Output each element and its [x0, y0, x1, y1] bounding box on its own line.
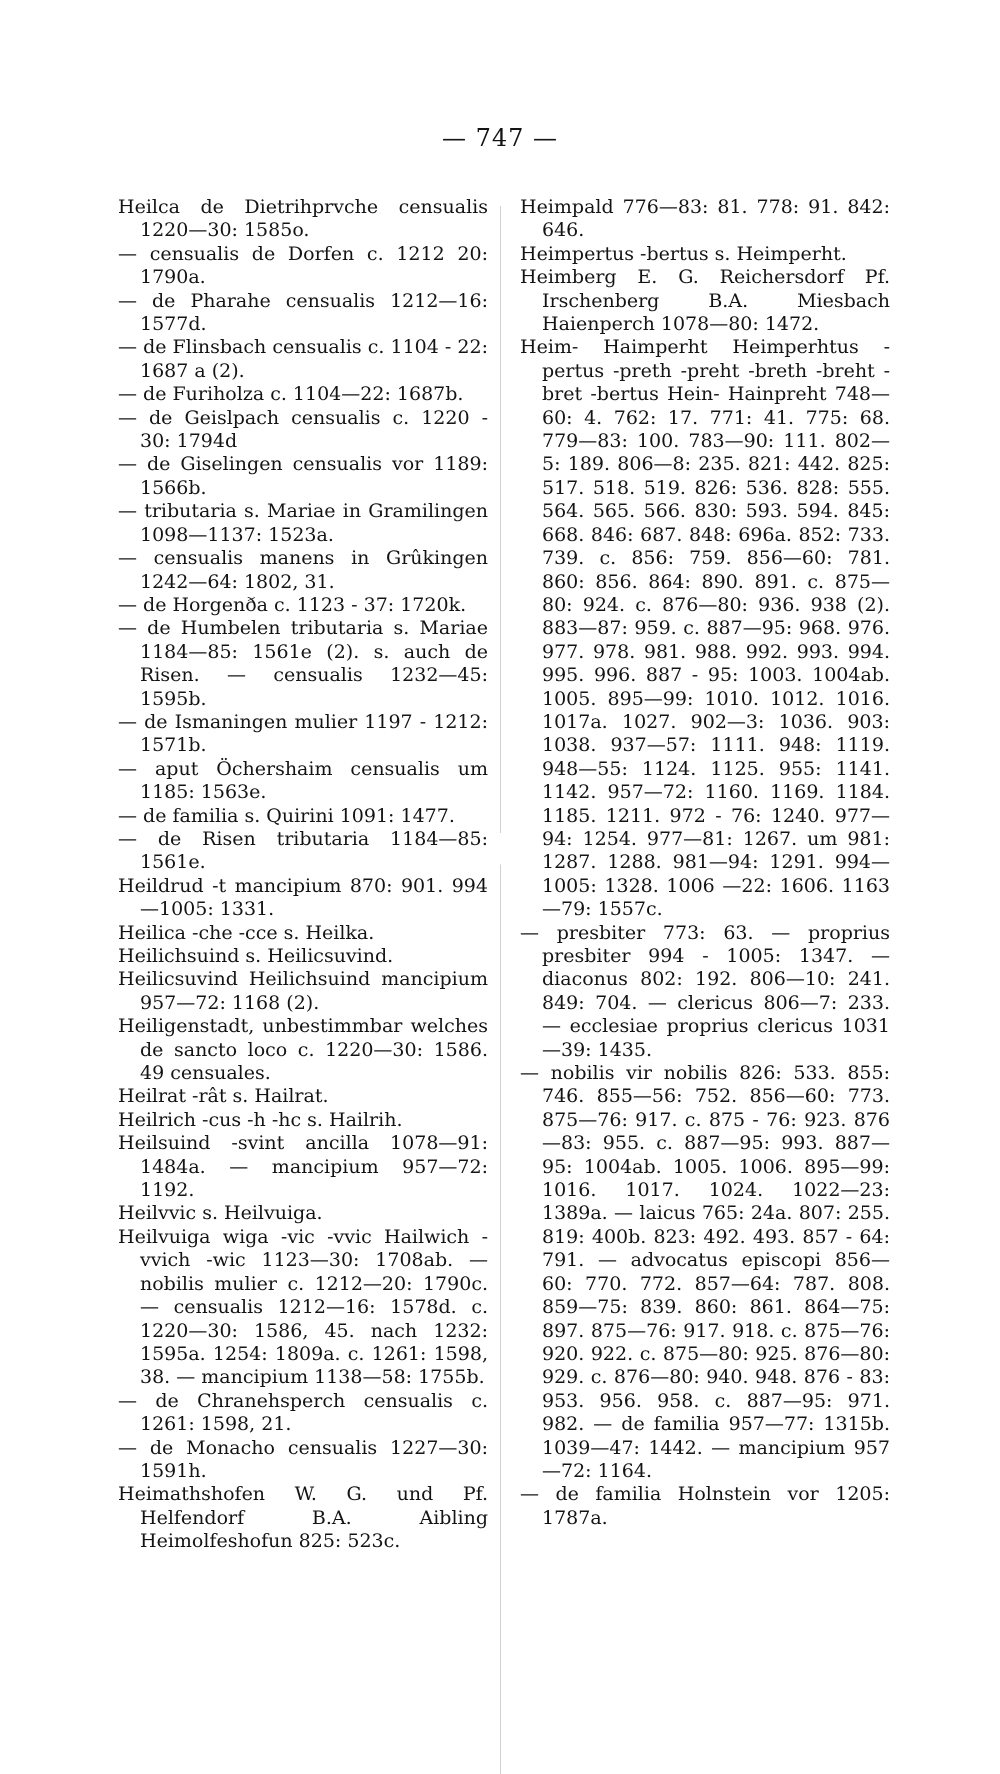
entry: — de Pharahe censualis 1212—16: 1577d.: [118, 289, 488, 336]
entry: Heiligenstadt, unbestimmbar welches de sancto loco c. 1220—30: 1586. 49 censuales.: [118, 1015, 488, 1085]
entry: — censualis de Dorfen c. 1212 20: 1790a.: [118, 242, 488, 289]
entry: — de Ismaningen mulier 1197 - 1212: 1571b.: [118, 710, 488, 757]
entry: Heimathshofen W. G. und Pf. Helfendorf B.A. Aibling Heimolfeshofun 825: 523c.: [118, 1483, 488, 1553]
entry: — de familia Holnstein vor 1205: 1787a.: [520, 1483, 890, 1529]
entry: — de Furiholza c. 1104—22: 1687b.: [118, 383, 464, 406]
entry: — censualis manens in Grûkingen 1242—64: 1802, 31.: [118, 547, 488, 593]
entry: — de Chranehsperch censualis c. 1261: 1598, 21.: [118, 1389, 488, 1436]
entry: Heilicsuvind Heilichsuind mancipium 957—72: 1168 (2).: [118, 968, 488, 1014]
entry: Heilichsuind s. Heilicsuvind.: [118, 945, 394, 967]
entry: Heimberg E. G. Reichersdorf Pf. Irschenberg B.A. Miesbach Haienperch 1078—80: 1472.: [520, 266, 890, 336]
right-column: [520, 196, 890, 1530]
entry: Heilvuiga wiga -vic -vvic Hailwich -vvich -wic 1123—30: 1708ab. — nobilis mulier c. 1212—20: 1790c. — censualis 1212—16: 1578d. c. 1220—30: 1586, 45. nach 1232: 1595a. 1254: 1809a. c. 1261: 1598, 38. — mancipium 1138—58: 1755b.: [118, 1225, 488, 1389]
entry: Heimpertus -bertus s. Heimperht.: [520, 242, 847, 265]
entry: Heilrich -cus -h -hc s. Hailrih.: [118, 1108, 403, 1131]
column-divider: [500, 206, 501, 1774]
entry: — de Monacho censualis 1227—30: 1591h.: [118, 1436, 488, 1482]
entry: — de familia s. Quirini 1091: 1477.: [118, 804, 455, 827]
entry: — de Humbelen tributaria s. Mariae 1184—85: 1561e (2). s. auch de Risen. — censualis 1232—45: 1595b.: [118, 617, 488, 710]
entry: — de Giselingen censualis vor 1189: 1566b.: [118, 453, 488, 499]
entry: — nobilis vir nobilis 826: 533. 855: 746. 855—56: 752. 856—60: 773. 875—76: 917. c. 875 - 76: 923. 876—83: 955. c. 887—95: 993. 887—95: 1004ab. 1005. 1006. 895—99: 1016. 1017. 1024. 1022—23: 1389a. — laicus 765: 24a. 807: 255. 819: 400b. 823: 492. 493. 857 - 64: 791. — advocatus episcopi 856—60: 770. 772. 857—64: 787. 808. 859—75: 839. 860: 861. 864—75: 897. 875—76: 917. 918. c. 875—76: 920. 922. c. 875—80: 925. 876—80: 929. c. 876—80: 940. 948. 876 - 83: 953. 956. 958. c. 887—95: 971. 982. — de familia 957—77: 1315b. 1039—47: 1442. — mancipium 957—72: 1164.: [520, 1062, 890, 1482]
entry: — aput Öchershaim censualis um 1185: 1563e.: [118, 757, 488, 804]
entry: Heilica -che -cce s. Heilka.: [118, 921, 375, 944]
entry: Heilsuind -svint ancilla 1078—91: 1484a. — mancipium 957—72: 1192.: [118, 1132, 488, 1202]
entry: — presbiter 773: 63. — proprius presbiter 994 - 1005: 1347. — diaconus 802: 192. 806—10: 241. 849: 704. — clericus 806—7: 233. — ecclesiae proprius clericus 1031—39: 1435.: [520, 921, 890, 1061]
entry: Heilrat -rât s. Hailrat.: [118, 1085, 329, 1108]
entry: Heilca de Dietrihprvche censualis 1220—30: 1585o.: [118, 196, 488, 242]
entry: — tributaria s. Mariae in Gramilingen 1098—1137: 1523a.: [118, 500, 488, 546]
entry: Heimpald 776—83: 81. 778: 91. 842: 646.: [520, 196, 890, 242]
entry: Heildrud -t mancipium 870: 901. 994—1005: 1331.: [118, 874, 488, 921]
entry: — de Risen tributaria 1184—85: 1561e.: [118, 827, 488, 874]
entry: — de Horgenða c. 1123 - 37: 1720k.: [118, 593, 467, 616]
entry: Heim- Haimperht Heimperhtus -pertus -preth -preht -breth -breht -bret -bertus Hein- Hainpreht 748—60: 4. 762: 17. 771: 41. 775: 68. 779—83: 100. 783—90: 111. 802—5: 189. 806—8: 235. 821: 442. 825: 517. 518. 519. 826: 536. 828: 555. 564. 565. 566. 830: 593. 594. 845: 668. 846: 687. 848: 696a. 852: 733. 739. c. 856: 759. 856—60: 781. 860: 856. 864: 890. 891. c. 875—80: 924. c. 876—80: 936. 938 (2). 883—87: 959. c. 887—95: 968. 976. 977. 978. 981. 988. 992. 993. 994. 995. 996. 887 - 95: 1003. 1004ab. 1005. 895—99: 1010. 1012. 1016. 1017a. 1027. 902—3: 1036. 903: 1038. 937—57: 1111. 948: 1119. 948—55: 1124. 1125. 955: 1141. 1142. 957—72: 1160. 1169. 1184. 1185. 1211. 972 - 76: 1240. 977—94: 1254. 977—81: 1267. um 981: 1287. 1288. 981—94: 1291. 994—1005: 1328. 1006 —22: 1606. 1163—79: 1557c.: [520, 336, 890, 921]
page-number: — 747 —: [441, 124, 559, 152]
entry: — de Geislpach censualis c. 1220 - 30: 1794d: [118, 406, 488, 453]
entry: — de Flinsbach censualis c. 1104 - 22: 1687 a (2).: [118, 336, 488, 382]
left-column: [118, 196, 488, 1554]
entry: Heilvvic s. Heilvuiga.: [118, 1202, 323, 1225]
